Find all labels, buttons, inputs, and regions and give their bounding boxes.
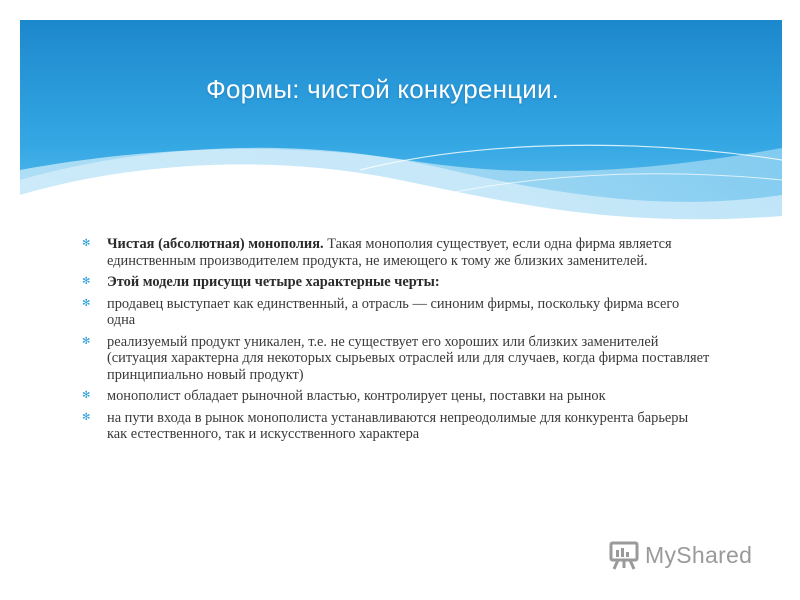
list-item bbox=[82, 388, 710, 405]
slide-title: Формы: чистой конкуренции. bbox=[206, 74, 560, 104]
snowflake-bullet-icon: ✻ bbox=[82, 390, 91, 401]
snowflake-bullet-icon: ✻ bbox=[82, 411, 91, 423]
presentation-board-icon bbox=[608, 539, 640, 571]
list-item bbox=[82, 274, 710, 291]
snowflake-bullet-icon: ✻ bbox=[82, 238, 91, 249]
bullet-bold-text: Чистая (абсолютная) монополия. bbox=[107, 236, 324, 252]
slide bbox=[20, 20, 782, 580]
list-item bbox=[82, 334, 710, 384]
list-item bbox=[82, 236, 710, 269]
header-wave-background bbox=[20, 20, 782, 250]
snowflake-bullet-icon: ✻ bbox=[82, 276, 91, 287]
list-item bbox=[82, 296, 710, 329]
bullet-text: реализуемый продукт уникален, т.е. не существует его хороших или близких заменителей (ситуация характерна для некоторых сырьевых отраслей или для случаев, когда фирма поставляет принципиально новый продукт) bbox=[107, 333, 710, 383]
list-item bbox=[82, 410, 710, 443]
myshared-watermark[interactable] bbox=[608, 538, 752, 572]
logo-text: MyShared bbox=[645, 541, 753, 568]
bullet-list bbox=[82, 236, 710, 448]
bullet-text: продавец выступает как единственный, а отрасль — синоним фирмы, поскольку фирма всего одна bbox=[107, 295, 680, 328]
bullet-text: монополист обладает рыночной властью, контролирует цены, поставки на рынок bbox=[107, 388, 606, 404]
snowflake-bullet-icon: ✻ bbox=[82, 335, 91, 347]
bullet-text: Такая монополия существует, если одна фирма является единственным производителем продукта, не имеющего к тому же близких заменителей. bbox=[107, 236, 672, 269]
snowflake-bullet-icon: ✻ bbox=[82, 297, 91, 309]
bullet-bold-text: Этой модели присущи четыре характерные черты: bbox=[107, 274, 440, 290]
bullet-text: на пути входа в рынок монополиста устанавливаются непреодолимые для конкурента барьеры как естественного, так и искусственного характера bbox=[107, 409, 689, 442]
